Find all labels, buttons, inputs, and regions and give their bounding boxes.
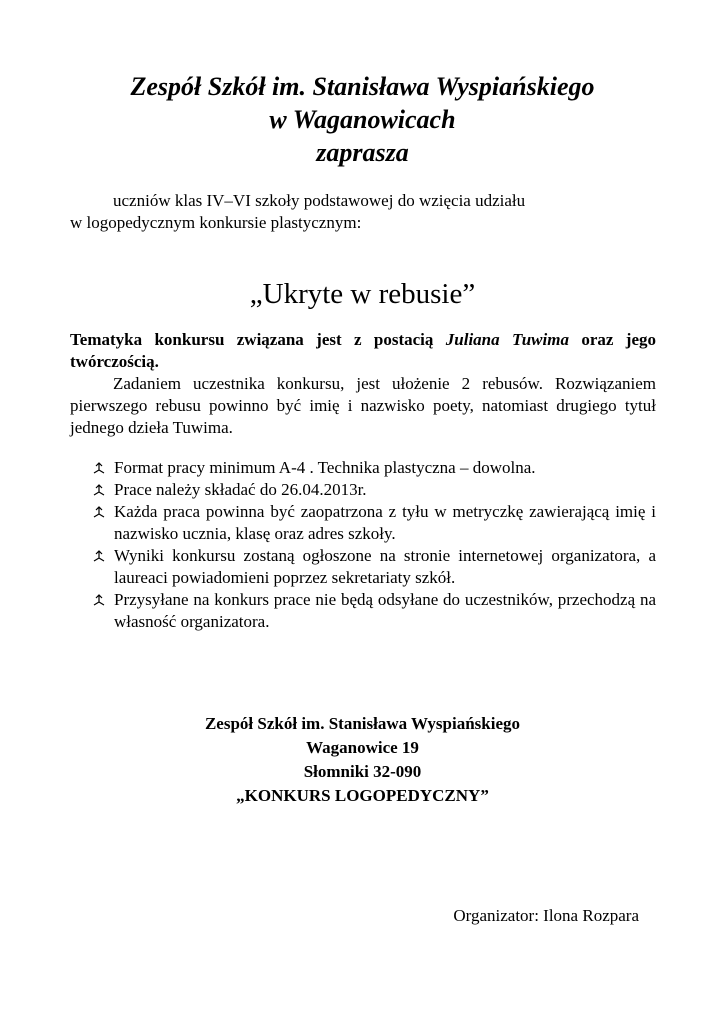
trident-icon (92, 483, 106, 497)
intro-text (70, 190, 630, 234)
address-contest: „KONKURS LOGOPEDYCZNY” (236, 786, 489, 805)
rule-text: Wyniki konkursu zostaną ogłoszone na stronie internetowej organizatora, a laureaci powiadomieni poprzez sekretariaty szkół. (114, 546, 656, 587)
invites-word: zaprasza (316, 138, 409, 167)
rule-text: Przysyłane na konkurs prace nie będą odsyłane do uczestników, przechodzą na własność organizatora. (114, 590, 656, 631)
task-description: Zadaniem uczestnika konkursu, jest ułożenie 2 rebusów. Rozwiązaniem pierwszego rebusu powinno być imię i nazwisko poety, natomiast drugiego tytuł jednego dzieła Tuwima. (70, 374, 656, 437)
rule-text: Prace należy składać do 26.04.2013r. (114, 480, 367, 499)
rule-text: Format pracy minimum A-4 . Technika plastyczna – dowolna. (114, 458, 536, 477)
topic-section (70, 329, 656, 439)
school-location: w Waganowicach (269, 105, 456, 134)
address-school: Zespół Szkół im. Stanisława Wyspiańskiego (204, 714, 521, 733)
intro-line-1: uczniów klas IV–VI szkoły podstawowej do wzięcia udziału (113, 191, 526, 210)
trident-icon (92, 505, 106, 519)
address-city: Słomniki 32-090 (303, 762, 422, 781)
contest-title: „Ukryte w rebusie” (249, 278, 476, 310)
school-name: Zespół Szkół im. Stanisława Wyspiańskiego (130, 72, 595, 101)
intro-line-2: w logopedycznym konkursie plastycznym: (70, 213, 362, 232)
address-block (0, 712, 725, 808)
rule-item (90, 545, 656, 589)
trident-icon (92, 461, 106, 475)
invitation-header (0, 70, 725, 169)
rules-list (90, 457, 656, 633)
address-street: Waganowice 19 (306, 738, 419, 757)
organizer-signature: Organizator: Ilona Rozpara (453, 906, 639, 925)
poet-name: Juliana Tuwima (445, 330, 569, 349)
rule-item (90, 501, 656, 545)
rule-item (90, 479, 656, 501)
rule-text: Każda praca powinna być zaopatrzona z tyłu w metryczkę zawierającą imię i nazwisko ucznia, klasę oraz adres szkoły. (114, 502, 656, 543)
topic-statement (70, 329, 656, 373)
topic-part-2: oraz jego twórczością. (70, 330, 656, 371)
topic-part-1: Tematyka konkursu związana jest z postacią (70, 330, 446, 349)
trident-icon (92, 593, 106, 607)
rule-item (90, 457, 656, 479)
trident-icon (92, 549, 106, 563)
rule-item (90, 589, 656, 633)
